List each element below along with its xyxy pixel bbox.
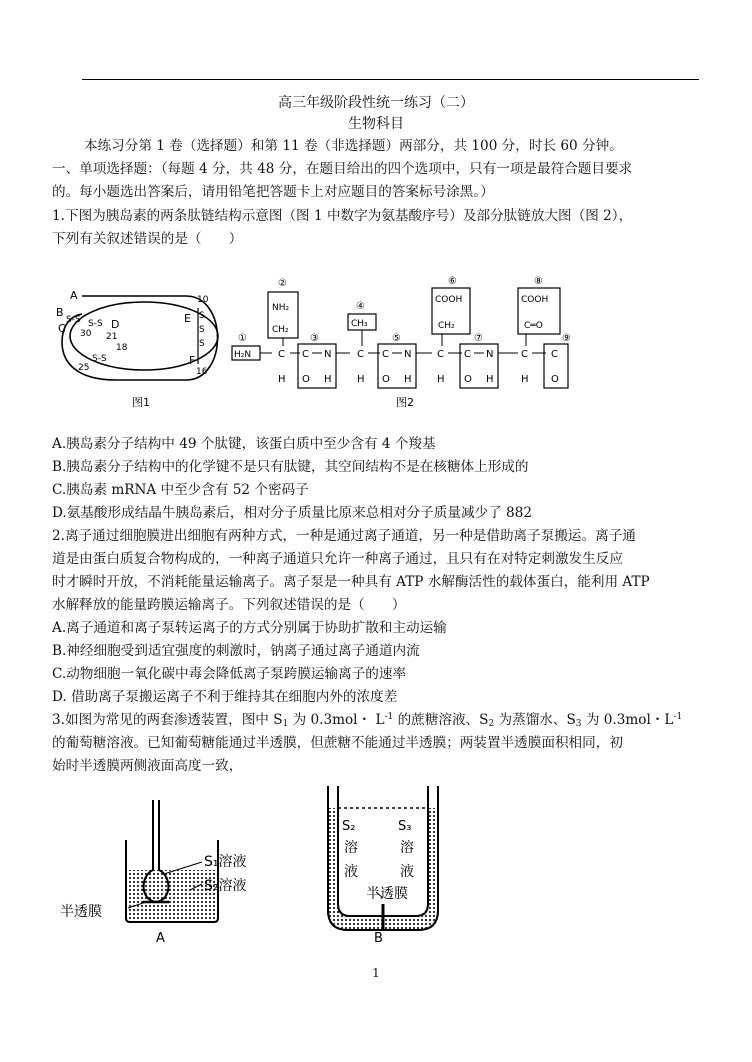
header-rule: [82, 79, 699, 80]
q2-option-a: A.离子通道和离子泵转运离子的方式分别属于协助扩散和主动运输: [52, 620, 447, 636]
atom-c-8: C: [551, 349, 558, 360]
q2-option-d: D. 借助离子泵搬运离子不利于维持其在细胞内外的浓度差: [52, 689, 398, 705]
cooh-label-2: COOH: [521, 295, 549, 305]
intro-text: 本练习分第 1 卷（选择题）和第 11 卷（非选择题）两部分，共 100 分，时长 60 分钟。: [84, 138, 623, 154]
num-30: 30: [80, 329, 92, 339]
ch3-label: CH₃: [351, 319, 368, 329]
caption-b: B: [374, 931, 383, 946]
label-rong-left: 溶: [344, 840, 358, 856]
q1-stem-line1: 1.下图为胰岛素的两条肽链结构示意图（图 1 中数字为氨基酸序号）及部分肽链放大图（图 2），: [52, 208, 633, 224]
circle-8: ⑧: [534, 276, 543, 287]
atom-c-7: C: [521, 349, 528, 360]
label-s2-solution: S₂溶液: [204, 878, 247, 894]
q3-stem-line2: 的葡萄糖溶液。已知葡萄糖能通过半透膜，但蔗糖不能通过半透膜；两装置半透膜面积相同，初: [52, 735, 623, 751]
osmosis-apparatus-b: [300, 786, 460, 946]
atom-o-3: O: [464, 374, 472, 385]
num-21: 21: [106, 332, 118, 342]
label-s3-b: S₃: [398, 819, 412, 834]
ss-bond-2: S-S: [88, 319, 103, 329]
subject-title: 生物科目: [348, 116, 404, 132]
page-number: 1: [372, 966, 380, 980]
q1-stem-line2: 下列有关叙述错误的是（ ）: [52, 231, 243, 247]
nh2-label: NH₂: [272, 303, 290, 313]
atom-n-3: N: [486, 349, 494, 360]
atom-h-2: H: [324, 374, 332, 385]
ch2-label-1: CH₂: [272, 325, 289, 335]
fig2-caption: 图2: [396, 396, 414, 409]
q2-stem-line3: 时才瞬时开放，不消耗能量运输离子。离子泵是一种具有 ATP 水解酶活性的载体蛋白，能利用 ATP: [52, 574, 650, 590]
q1-option-c: C.胰岛素 mRNA 中至少含有 52 个密码子: [52, 482, 309, 498]
ch2-label-2: CH₂: [438, 321, 455, 331]
circle-6: ⑥: [448, 276, 457, 287]
label-f: F: [189, 354, 196, 367]
ss-bond-1: S-S: [66, 315, 81, 325]
atom-h-4: H: [404, 374, 412, 385]
circle-5: ⑤: [392, 333, 401, 344]
atom-o-1: O: [302, 374, 310, 385]
q3-stem-line3: 始时半透膜两侧液面高度一致，: [52, 758, 243, 774]
circle-3: ③: [310, 333, 319, 344]
atom-o-4: O: [551, 374, 559, 385]
circle-9: ⑨: [562, 333, 571, 344]
atom-h-6: H: [486, 374, 494, 385]
num-10: 10: [197, 295, 209, 305]
atom-c-4: C: [382, 349, 389, 360]
ss-label-2: S: [199, 325, 205, 335]
atom-o-2: O: [382, 374, 390, 385]
caption-a: A: [156, 931, 165, 946]
label-membrane-b: 半透膜: [366, 886, 408, 902]
section1-heading-line1: 一、单项选择题：（每题 4 分，共 48 分，在题目给出的四个选项中，只有一项是最符合题目要求: [52, 161, 633, 177]
atom-n-1: N: [324, 349, 332, 360]
label-e: E: [184, 312, 191, 325]
atom-h-1: H: [278, 374, 286, 385]
q2-option-c: C.动物细胞一氧化碳中毒会降低离子泵跨膜运输离子的速率: [52, 666, 407, 682]
num-18: 18: [116, 343, 128, 353]
label-d: D: [111, 318, 120, 331]
q2-stem-line2: 道是由蛋白质复合物构成的，一种离子通道只允许一种离子通过，且只有在对特定刺激发生反应: [52, 551, 623, 567]
label-s2-b: S₂: [342, 819, 356, 834]
c-eq-o-label: C═O: [524, 321, 543, 331]
exam-title: 高三年级阶段性统一练习（二）: [278, 95, 474, 111]
label-c: C: [58, 322, 66, 335]
q2-option-b: B.神经细胞受到适宜强度的刺激时，钠离子通过离子通道内流: [52, 643, 420, 659]
atom-c-1: C: [278, 349, 285, 360]
atom-c-5: C: [437, 349, 444, 360]
atom-c-3: C: [357, 349, 364, 360]
q2-stem-line4: 水解释放的能量跨膜运输离子。下列叙述错误的是（ ）: [52, 597, 406, 613]
cooh-label-1: COOH: [435, 295, 463, 305]
q3-stem-line1: 3.如图为常见的两套渗透装置，图中 $S_1$ 为 0.3mol・ $L^{-1}$ 的蔗糖溶液、$S_2$ 为蒸馏水、$S_3$ 为 0.3mol・$L^{-1}$: [52, 712, 683, 729]
atom-h-5: H: [437, 374, 445, 385]
label-ye-left: 液: [344, 864, 358, 880]
q1-option-a: A.胰岛素分子结构中 49 个肽键，该蛋白质中至少含有 4 个羧基: [52, 436, 436, 452]
q1-option-d: D.氨基酸形成结晶牛胰岛素后，相对分子质量比原来总相对分子质量减少了 882: [52, 505, 533, 521]
label-s1-solution: S₁溶液: [204, 854, 247, 870]
atom-h-3: H: [357, 374, 365, 385]
label-b: B: [56, 306, 64, 319]
circle-7: ⑦: [474, 333, 483, 344]
atom-n-2: N: [404, 349, 412, 360]
label-membrane-a: 半透膜: [60, 904, 102, 920]
label-a: A: [70, 289, 78, 302]
atom-h-7: H: [521, 374, 529, 385]
atom-c-2: C: [302, 349, 309, 360]
num-25: 25: [78, 363, 90, 373]
osmosis-apparatus-a: [60, 800, 290, 950]
insulin-chain-figure-1: [56, 282, 236, 412]
h2n-label: H₂N: [234, 350, 252, 360]
section1-heading-line2: 的。每小题选出答案后，请用铅笔把答题卡上对应题目的答案标号涂黑。）: [52, 184, 494, 200]
ss-bond-3: S-S: [92, 354, 107, 364]
label-ye-right: 液: [400, 864, 414, 880]
peptide-chain-figure-2: [228, 270, 588, 415]
atom-c-6: C: [464, 349, 471, 360]
q1-option-b: B.胰岛素分子结构中的化学键不是只有肽键，其空间结构不是在核糖体上形成的: [52, 459, 529, 475]
fig1-caption: 图1: [132, 396, 150, 409]
label-rong-right: 溶: [400, 840, 414, 856]
circle-4: ④: [356, 301, 365, 312]
ss-label-1: S: [199, 311, 205, 321]
q2-stem-line1: 2.离子通过细胞膜进出细胞有两种方式，一种是通过离子通道，另一种是借助离子泵搬运。离子通: [52, 528, 636, 544]
circle-2: ②: [278, 278, 287, 289]
ss-label-3: S: [199, 339, 205, 349]
num-16: 16: [196, 367, 208, 377]
circle-1: ①: [238, 333, 247, 344]
